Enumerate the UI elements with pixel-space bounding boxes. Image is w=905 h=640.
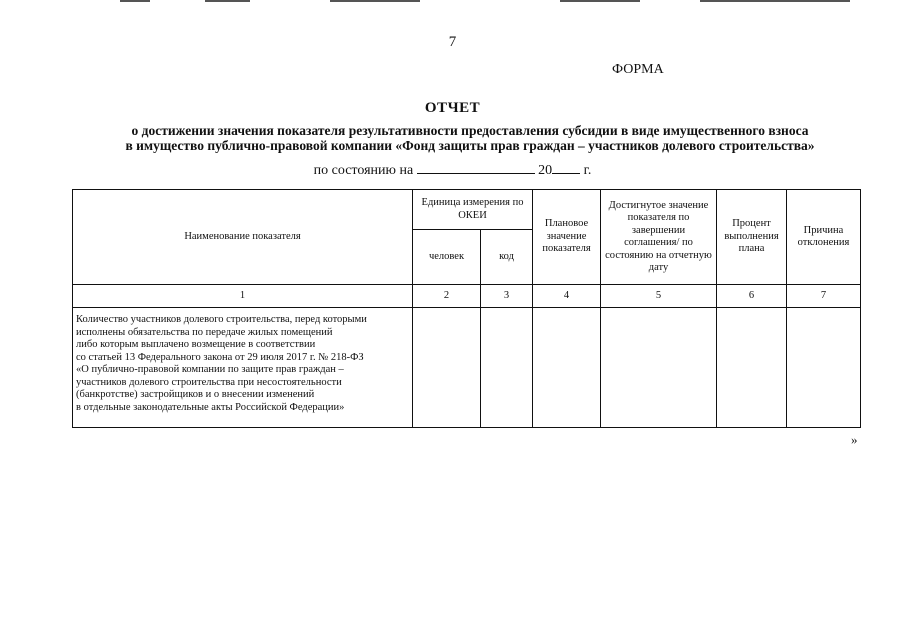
column-number: 6 — [717, 285, 787, 308]
report-table — [72, 189, 861, 428]
year-blank-field[interactable] — [552, 160, 580, 174]
header-deviation-reason: Причина отклонения — [787, 190, 861, 285]
column-number: 4 — [533, 285, 601, 308]
column-number: 3 — [481, 285, 533, 308]
date-prefix: по состоянию на — [313, 163, 414, 178]
header-percent-completion: Процент выполнения плана — [717, 190, 787, 285]
indicator-text-line: (банкротстве) застройщиков и о внесении изменений — [76, 389, 315, 400]
header-achieved-value: Достигнутое значение показателя по завершении соглашения/ по состоянию на отчетную дату — [601, 190, 717, 285]
page-number: 7 — [448, 34, 457, 50]
date-blank-field[interactable] — [417, 160, 535, 174]
indicator-text-line: «О публично-правовой компании по защите прав граждан – — [76, 364, 344, 375]
header-unit-people: человек — [413, 230, 481, 285]
scan-edge-mark — [330, 0, 420, 2]
header-unit-code: код — [481, 230, 533, 285]
form-label: ФОРМА — [612, 62, 664, 77]
header-unit-group: Единица измерения по ОКЕИ — [413, 190, 533, 230]
unit-code-cell[interactable] — [481, 308, 533, 428]
year-suffix: г. — [583, 163, 592, 178]
header-planned-value: Плановое значение показателя — [533, 190, 601, 285]
column-number: 7 — [787, 285, 861, 308]
column-number: 1 — [73, 285, 413, 308]
report-subtitle — [60, 123, 880, 153]
report-title: ОТЧЕТ — [424, 100, 481, 116]
percent-completion-cell[interactable] — [717, 308, 787, 428]
column-number: 2 — [413, 285, 481, 308]
indicator-text-line: либо которым выплачено возмещение в соответствии — [76, 339, 316, 350]
table-row — [73, 308, 861, 428]
planned-value-cell[interactable] — [533, 308, 601, 428]
indicator-text-line: Количество участников долевого строительства, перед которыми — [76, 314, 367, 325]
report-subtitle-line: о достижении значения показателя результативности предоставления субсидии в виде имущественного взноса — [131, 123, 809, 138]
indicator-text-line: со статьей 13 Федерального закона от 29 июля 2017 г. № 218-ФЗ — [76, 351, 364, 363]
year-prefix: 20 — [538, 163, 553, 178]
closing-quote: » — [851, 432, 858, 447]
indicator-text-line: в отдельные законодательные акты Российской Федерации» — [76, 401, 345, 413]
scan-edge-mark — [205, 0, 250, 2]
report-date-line — [0, 160, 905, 179]
achieved-value-cell[interactable] — [601, 308, 717, 428]
indicator-text-line: участников долевого строительства при несостоятельности — [76, 376, 342, 388]
report-subtitle-line: в имущество публично-правовой компании «Фонд защиты прав граждан – участников долевого строительства» — [125, 138, 815, 153]
indicator-text-line: исполнены обязательства по передаче жилых помещений — [76, 326, 333, 338]
scan-edge-mark — [560, 0, 640, 2]
unit-people-cell[interactable] — [413, 308, 481, 428]
column-number: 5 — [601, 285, 717, 308]
deviation-reason-cell[interactable] — [787, 308, 861, 428]
indicator-name-cell — [73, 308, 413, 428]
scan-edge-mark — [120, 0, 150, 2]
scan-edge-mark — [700, 0, 850, 2]
header-indicator-name: Наименование показателя — [73, 190, 413, 285]
